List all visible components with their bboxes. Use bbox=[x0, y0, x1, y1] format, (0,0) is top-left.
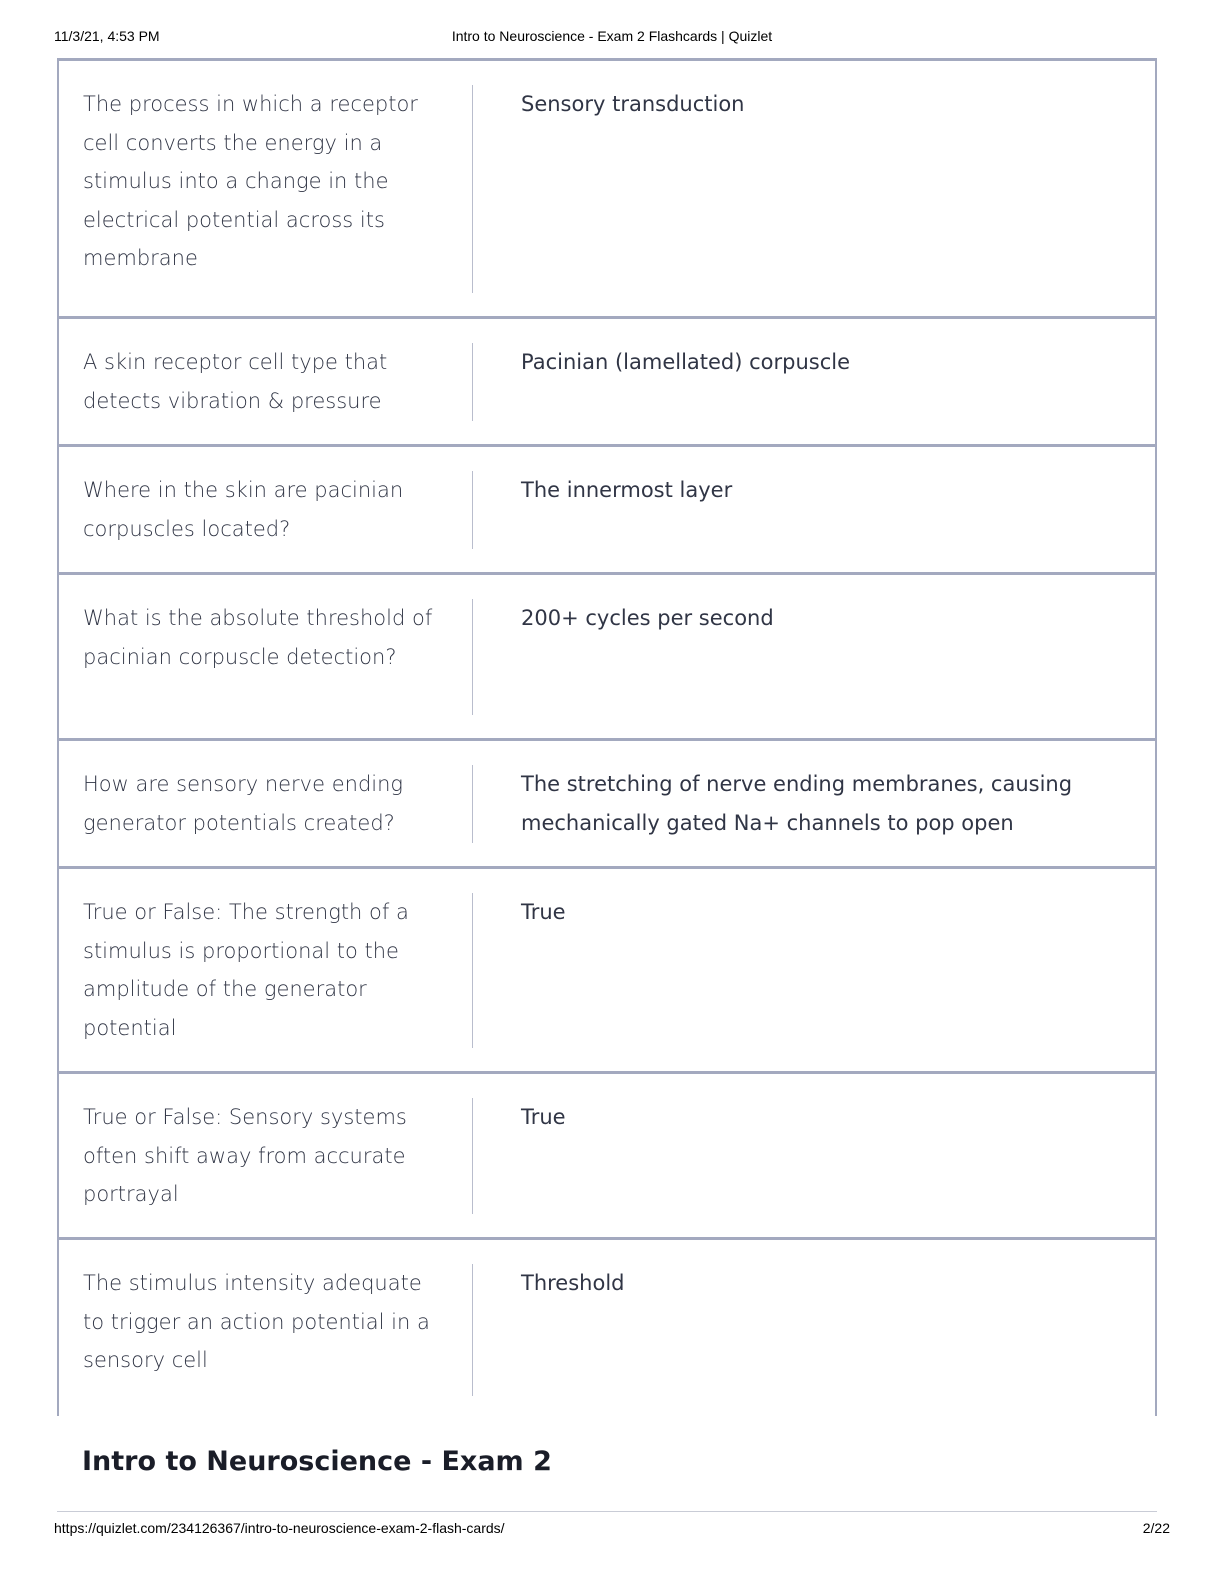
card-divider bbox=[472, 85, 473, 293]
card-definition: 200+ cycles per second bbox=[521, 606, 774, 630]
flashcard-row bbox=[59, 447, 1155, 575]
card-definition: Sensory transduction bbox=[521, 92, 745, 116]
card-divider bbox=[472, 1264, 473, 1396]
card-divider bbox=[472, 893, 473, 1048]
footer-divider bbox=[57, 1511, 1157, 1512]
card-term: The process in which a receptor cell converts the energy in a stimulus into a change in the electrical potential across its membrane bbox=[83, 92, 418, 271]
flashcard-row bbox=[59, 1240, 1155, 1416]
card-divider bbox=[472, 471, 473, 549]
flashcard-row bbox=[59, 61, 1155, 319]
card-term: Where in the skin are pacinian corpuscles located? bbox=[83, 478, 404, 541]
card-definition: The innermost layer bbox=[521, 478, 733, 502]
card-term: The stimulus intensity adequate to trigger an action potential in a sensory cell bbox=[83, 1271, 430, 1373]
card-definition: The stretching of nerve ending membranes, causing mechanically gated Na+ channels to pop open bbox=[521, 772, 1073, 835]
card-definition: True bbox=[521, 1105, 566, 1129]
print-footer bbox=[54, 1520, 1170, 1540]
card-term: How are sensory nerve ending generator potentials created? bbox=[83, 772, 404, 835]
flashcard-row bbox=[59, 741, 1155, 869]
print-header bbox=[54, 28, 1170, 48]
card-divider bbox=[472, 599, 473, 715]
page-number: 2/22 bbox=[1142, 1520, 1170, 1536]
card-term: What is the absolute threshold of pacinian corpuscle detection? bbox=[83, 606, 433, 669]
set-title: Intro to Neuroscience - Exam 2 bbox=[82, 1446, 552, 1477]
flashcard-row bbox=[59, 575, 1155, 741]
flashcard-row bbox=[59, 319, 1155, 447]
card-term: A skin receptor cell type that detects vibration & pressure bbox=[83, 350, 388, 413]
card-divider bbox=[472, 343, 473, 421]
card-term: True or False: The strength of a stimulus is proportional to the amplitude of the generator potential bbox=[83, 900, 409, 1040]
flashcard-row bbox=[59, 1074, 1155, 1240]
card-divider bbox=[472, 765, 473, 843]
print-page-title: Intro to Neuroscience - Exam 2 Flashcards | Quizlet bbox=[451, 28, 773, 44]
card-divider bbox=[472, 1098, 473, 1214]
card-term: True or False: Sensory systems often shift away from accurate portrayal bbox=[83, 1105, 407, 1207]
print-datetime: 11/3/21, 4:53 PM bbox=[54, 28, 160, 44]
card-definition: Threshold bbox=[521, 1271, 625, 1295]
print-url: https://quizlet.com/234126367/intro-to-neuroscience-exam-2-flash-cards/ bbox=[54, 1520, 505, 1536]
card-definition: True bbox=[521, 900, 566, 924]
card-definition: Pacinian (lamellated) corpuscle bbox=[521, 350, 851, 374]
flashcard-list bbox=[57, 58, 1157, 1416]
flashcard-row bbox=[59, 869, 1155, 1074]
